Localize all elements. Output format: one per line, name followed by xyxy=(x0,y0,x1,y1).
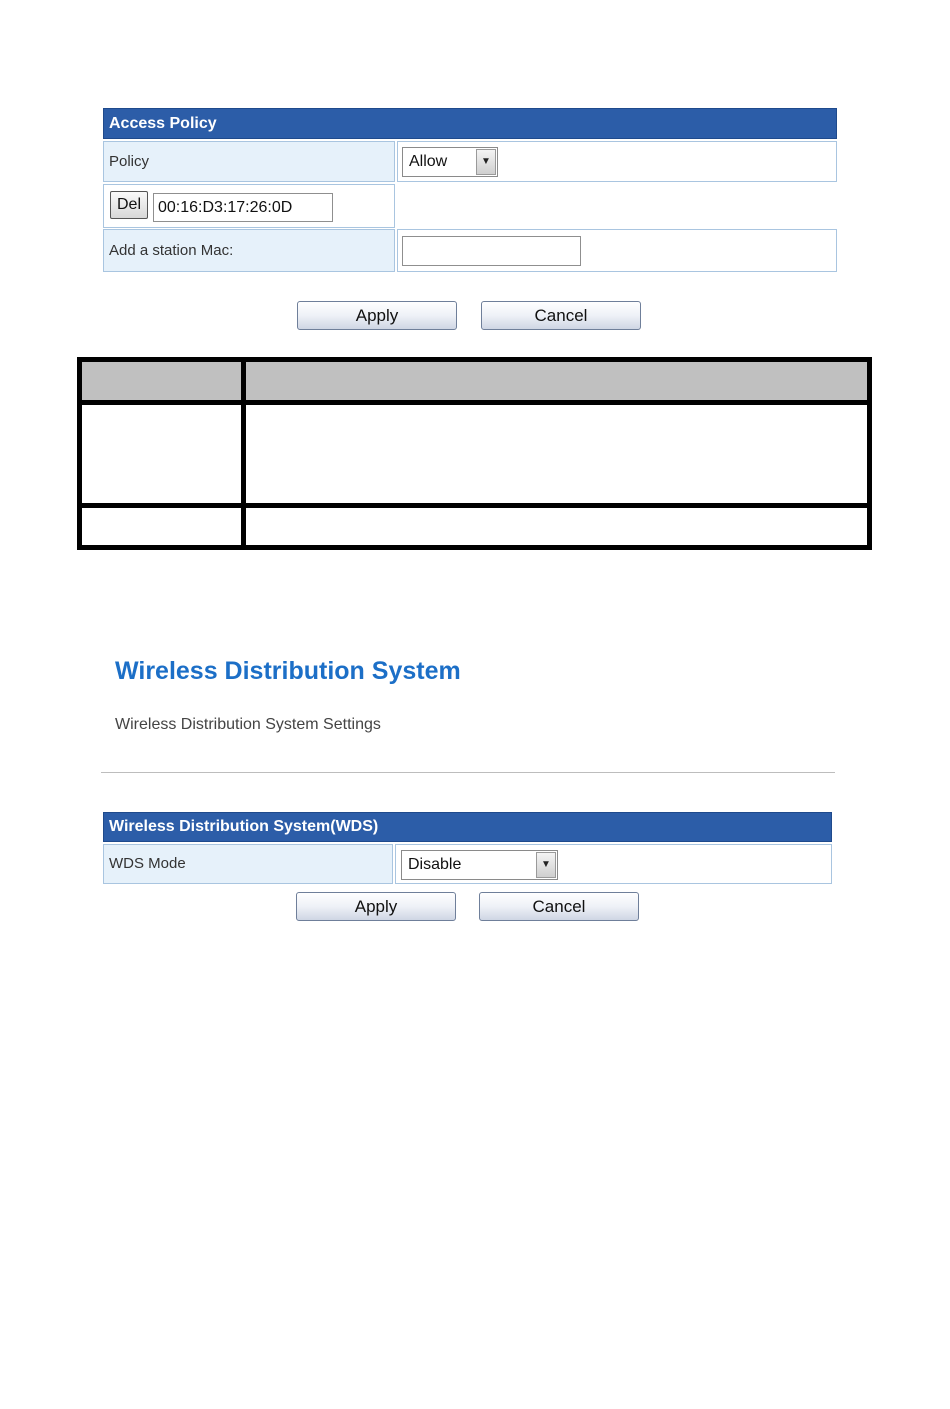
mac-entry-row xyxy=(103,184,837,228)
policy-select[interactable] xyxy=(402,147,498,177)
policy-select-value: Allow xyxy=(409,153,448,170)
table-header-row xyxy=(82,362,867,400)
mac-entry-field[interactable]: 00:16:D3:17:26:0D xyxy=(153,193,333,222)
wds-mode-select[interactable] xyxy=(401,850,558,880)
wds-mode-cell xyxy=(395,844,832,884)
add-station-cell xyxy=(397,229,837,272)
divider xyxy=(101,772,835,773)
table-border-bottom xyxy=(77,545,872,550)
add-station-row xyxy=(103,229,837,270)
table-border-middle xyxy=(77,503,872,508)
wds-header: Wireless Distribution System(WDS) xyxy=(103,812,832,842)
mac-entry-cell xyxy=(103,184,395,228)
access-policy-apply-button[interactable]: Apply xyxy=(297,301,457,330)
wds-mode-row xyxy=(103,844,832,884)
policy-cell xyxy=(397,141,837,182)
access-policy-cancel-button[interactable]: Cancel xyxy=(481,301,641,330)
add-station-label: Add a station Mac: xyxy=(103,229,395,272)
chevron-down-icon[interactable]: ▼ xyxy=(476,149,496,175)
policy-label: Policy xyxy=(103,141,395,182)
wds-cancel-button[interactable]: Cancel xyxy=(479,892,639,921)
table-border-left xyxy=(77,357,82,550)
empty-bordered-table xyxy=(77,357,872,550)
wds-apply-button[interactable]: Apply xyxy=(296,892,456,921)
wds-mode-label: WDS Mode xyxy=(103,844,393,884)
table-border-right xyxy=(867,357,872,550)
delete-mac-button[interactable]: Del xyxy=(110,191,148,219)
wds-mode-select-value: Disable xyxy=(408,856,462,873)
wds-panel xyxy=(103,812,832,884)
table-border-column xyxy=(241,357,246,550)
access-policy-header: Access Policy xyxy=(103,108,837,139)
chevron-down-icon[interactable]: ▼ xyxy=(536,852,556,878)
page-subtitle: Wireless Distribution System Settings xyxy=(115,716,381,733)
policy-row xyxy=(103,141,837,182)
table-border-top xyxy=(77,357,872,362)
page-title: Wireless Distribution System xyxy=(115,657,461,685)
add-station-mac-input[interactable] xyxy=(402,236,581,266)
access-policy-panel xyxy=(103,108,837,270)
table-border-header xyxy=(77,400,872,405)
